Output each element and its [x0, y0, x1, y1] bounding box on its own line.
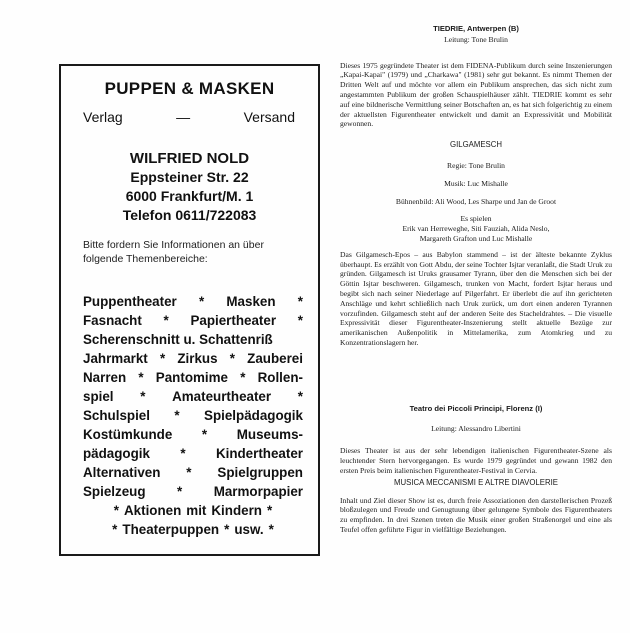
asterisk-separator: *: [268, 522, 274, 537]
advert-topic: Jahrmarkt: [83, 351, 148, 366]
advert-topic: usw.: [234, 522, 264, 537]
gilgamesch-buehnenbild: Bühnenbild: Ali Wood, Les Sharpe und Jan de Groot: [395, 196, 557, 206]
advert-sub-dash: —: [176, 109, 191, 125]
advert-name: WILFRIED NOLD: [129, 150, 250, 167]
asterisk-separator: *: [186, 465, 192, 480]
advert-topic: Puppentheater: [83, 294, 177, 309]
advert-phone: Telefon 0611/722083: [122, 207, 257, 223]
advert-topic-line: [83, 406, 303, 425]
advert-topic: Papiertheater: [190, 313, 277, 328]
advert-topic: Marmorpapier: [213, 484, 303, 499]
advert-sub-right: Versand: [243, 109, 295, 125]
advert-topic: Scherenschnitt u. Schattenriß: [83, 332, 273, 347]
advert-topic: Amateurtheater: [172, 389, 272, 404]
asterisk-separator: *: [140, 389, 146, 404]
piccoli-show-title: MUSICA MECCANISMI E ALTRE DIAVOLERIE: [394, 477, 558, 487]
advert-topic: Alternativen: [83, 465, 161, 480]
piccoli-header: Teatro dei Piccoli Principi, Florenz (I): [409, 403, 543, 413]
advert-topic-line: [83, 482, 303, 501]
advert-topic-line: [83, 425, 303, 444]
advert-topic-line: [83, 520, 303, 539]
advert-topic: Zauberei: [247, 351, 303, 366]
asterisk-separator: *: [297, 313, 303, 328]
asterisk-separator: *: [177, 484, 183, 499]
asterisk-separator: *: [174, 408, 180, 423]
advert-topic: Rollen-: [257, 370, 303, 385]
advert-info-line: folgende Themenbereiche:: [83, 253, 208, 265]
advert-topic-list: [83, 292, 303, 539]
piccoli-director: Leitung: Alessandro Libertini: [431, 423, 521, 433]
advert-topic: Spielgruppen: [217, 465, 303, 480]
piccoli-description: Dieses Theater ist aus der sehr lebendigen italienischen Figurentheater-Szene als leuchtender Stern hervorgegangen. Es wurde 1979 gegründet und gewann 1982 den ersten Preis beim italienischen Figurentheater-Festival in Cervia.: [340, 446, 612, 475]
advert-topic: Kostümkunde: [83, 427, 173, 442]
tiedrie-description: Dieses 1975 gegründete Theater ist dem FIDENA-Publikum durch seine Inszenierungen „Kapai-Kapai" (1979) und „Charkawa" (1981) sehr gut bekannt. Es nimmt Themen der Dritten Welt auf und möchte vor allem ein Publikum ansprechen, das sich nicht zum angestammten Publikum der großen Schauspielhäuser zählt. TIEDRIE kommt es sehr auf eine bildnerische Vermittlung seiner Botschaften an, es hat sich folgerichtig zu einem der aktuellsten Figurentheater entwickelt und damit an Expressivität und Mobilität gewonnen.: [340, 60, 612, 129]
advert-topic: spiel: [83, 389, 114, 404]
advert-topic: Pantomime: [155, 370, 228, 385]
gilgamesch-regie: Regie: Tone Brulin: [447, 160, 505, 170]
advert-street: Eppsteiner Str. 22: [130, 169, 249, 185]
publisher-advertisement: [59, 64, 320, 556]
advert-city: 6000 Frankfurt/M. 1: [125, 188, 254, 204]
advert-topic-line: [83, 330, 303, 349]
advert-topic: mit: [186, 503, 207, 518]
advert-topic: Museums-: [236, 427, 303, 442]
asterisk-separator: *: [297, 294, 303, 309]
advert-sub-left: Verlag: [83, 109, 123, 125]
advert-title: PUPPEN & MASKEN: [104, 79, 275, 98]
advert-address: [61, 149, 318, 225]
advert-topic-line: [83, 311, 303, 330]
tiedrie-header: TIEDRIE, Antwerpen (B): [433, 24, 519, 33]
advert-topic-line: [83, 387, 303, 406]
tiedrie-director: Leitung: Tone Brulin: [444, 34, 508, 44]
asterisk-separator: *: [180, 446, 186, 461]
advert-topic: Theaterpuppen: [122, 522, 220, 537]
advert-topic-line: [83, 501, 303, 520]
advert-topic-line: [83, 444, 303, 463]
asterisk-separator: *: [138, 370, 144, 385]
advert-topic-line: [83, 349, 303, 368]
asterisk-separator: *: [201, 427, 208, 442]
advert-subtitle: [83, 109, 295, 125]
gilgamesch-cast: Erik van Herreweghe, Siti Fauziah, Alida Neslo,: [402, 224, 550, 234]
advert-topic: Masken: [226, 294, 276, 309]
advert-topic: pädagogik: [83, 446, 150, 461]
advert-topic: Aktionen: [124, 503, 182, 518]
piccoli-show-description: Inhalt und Ziel dieser Show ist es, durch freie Assoziationen den darstellerischen Prozeß bloßzulegen und Freude und Genugtuung über gelungene Symbole des Figurentheaters zu empfinden. In drei Szenen treten die Musik einer großen Straßenorgel und eine als Teufel offen geführte Figur in vielfältige Beziehungen.: [340, 495, 612, 534]
asterisk-separator: *: [297, 389, 303, 404]
asterisk-separator: *: [163, 313, 169, 328]
advert-topic-line: [83, 368, 303, 387]
advert-info: [83, 238, 305, 266]
gilgamesch-es-spielen: Es spielen: [460, 214, 492, 224]
advert-topic: Spielzeug: [83, 484, 146, 499]
gilgamesch-cast: Margareth Grafton und Luc Mishalle: [419, 233, 533, 243]
asterisk-separator: *: [198, 294, 205, 309]
gilgamesch-musik: Musik: Luc Mishalle: [444, 178, 508, 188]
advert-topic-line: [83, 463, 303, 482]
advert-topic-line: [83, 292, 303, 311]
asterisk-separator: *: [266, 503, 273, 518]
asterisk-separator: *: [113, 503, 119, 518]
asterisk-separator: *: [240, 370, 246, 385]
advert-info-line: Bitte fordern Sie Informationen an über: [83, 239, 264, 251]
advert-topic: Kindern: [211, 503, 262, 518]
asterisk-separator: *: [159, 351, 166, 366]
advert-topic: Fasnacht: [83, 313, 142, 328]
asterisk-separator: *: [224, 522, 230, 537]
asterisk-separator: *: [229, 351, 235, 366]
advert-topic: Schulspiel: [83, 408, 150, 423]
asterisk-separator: *: [112, 522, 118, 537]
gilgamesch-description: Das Gilgamesch-Epos – aus Babylon stammend – ist der älteste bekannte Zyklus überhaupt. Es erzählt von Gott Abdu, der seine Tochter Isjtar veranlaßt, die Stadt Uruk zu gründen. Gilgamesch ist Uruks grausamer Tyrann, über den die Menschen sich bei der Göttin Isjtar beschweren. Gilgamesch, trunken von Macht, fordert Isjtar heraus und begibt sich nach seiner Niederlage auf Pilgerfahrt. Er überlebt die auf ihn gerichteten Anschläge und kehrt schließlich nach Uruk zurück, um dort einen anderen Tyrannen vorzufinden. Gilgamesch steht auf der anderen Seite des Stacheldrahtes. – Die visuelle Expressivität dieser Figurentheater-Inszenierung stellt aktuelle Bezüge zur amerikanischen Außenpolitik in Mittelamerika, zum Atomkrieg und zu Konzentrationslagern her.: [340, 249, 612, 347]
advert-topic: Kindertheater: [215, 446, 303, 461]
advert-topic: Zirkus: [177, 351, 218, 366]
gilgamesch-title: GILGAMESCH: [450, 140, 502, 150]
program-column: [340, 24, 612, 535]
advert-topic: Narren: [83, 370, 127, 385]
advert-topic: Spielpädagogik: [204, 408, 303, 423]
